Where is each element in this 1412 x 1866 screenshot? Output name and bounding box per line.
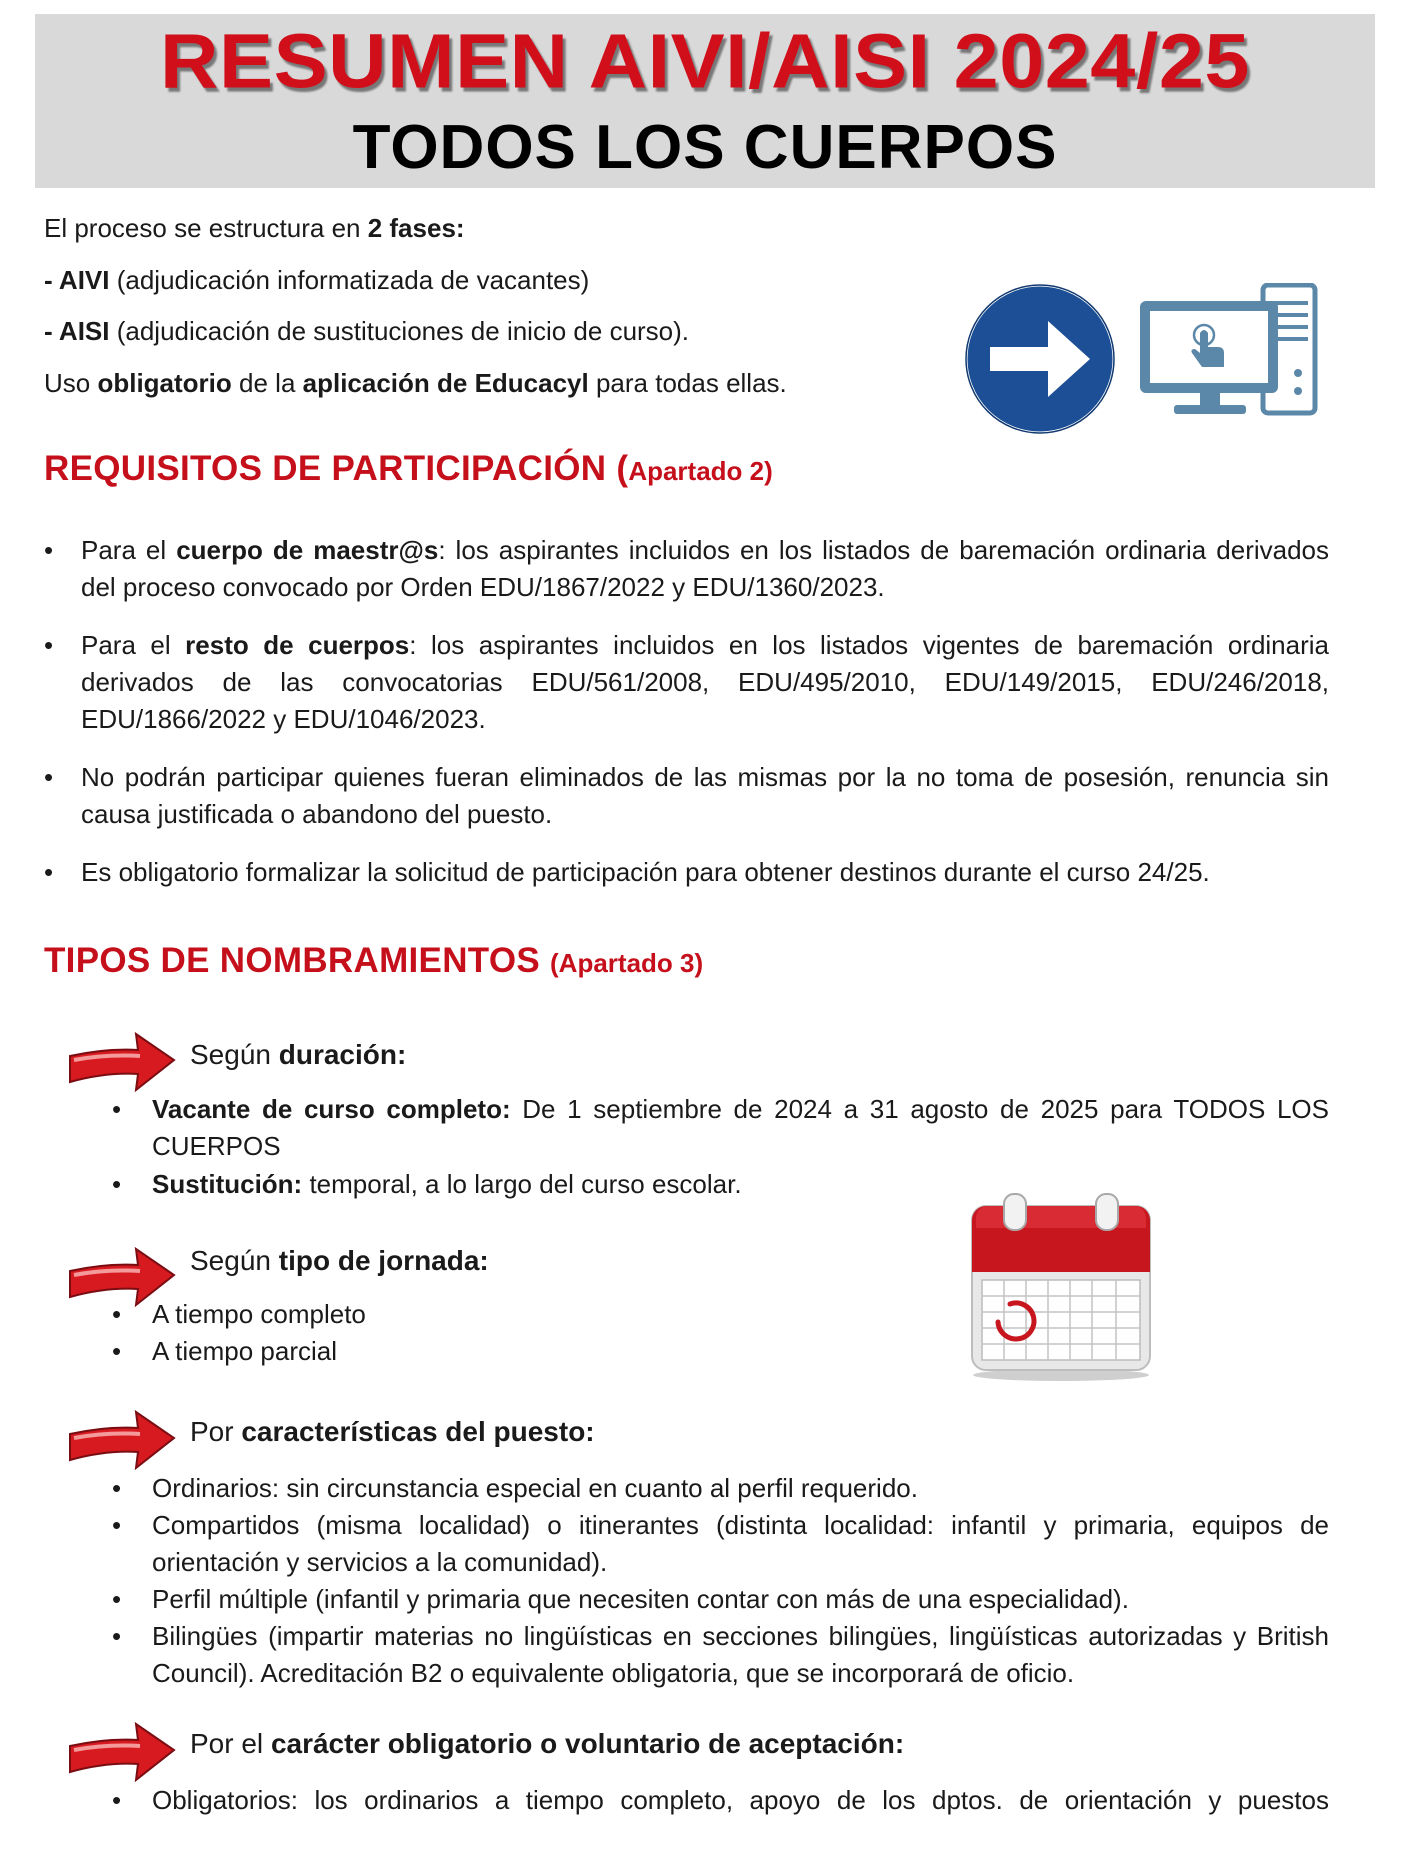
bullet-icon: • [44,535,54,565]
subheading-caracteristicas: Por características del puesto: [190,1416,595,1447]
section-heading-requisitos: REQUISITOS DE PARTICIPACIÓN (Apartado 2) [44,449,773,488]
document-title: RESUMEN AIVI/AISI 2024/25 [160,19,1250,105]
bullet-icon: • [112,1584,122,1614]
bullet-icon: • [44,630,54,660]
subheading-duracion: Según duración: [190,1039,407,1070]
intro-line-phases: El proceso se estructura en 2 fases: [44,213,465,243]
title-banner [35,14,1375,188]
list-item: • Ordinarios: sin circunstancia especial en cuanto al perfil requerido. [112,1470,1329,1507]
bullet-icon: • [112,1336,122,1366]
list-item: • Obligatorios: los ordinarios a tiempo completo, apoyo de los dptos. de orientación y puestos [112,1782,1329,1819]
document-subtitle: TODOS LOS CUERPOS [352,113,1058,182]
list-item: • Para el resto de cuerpos: los aspirantes incluidos en los listados vigentes de baremación ordinaria derivados de las convocatorias EDU/561/2008, EDU/495/2010, EDU/149/2015, EDU/246/2018, EDU/1866/2022 y EDU/1046/2023. [44,627,1329,738]
section-heading-tipos: TIPOS DE NOMBRAMIENTOS (Apartado 3) [44,941,704,980]
bullet-icon: • [112,1785,122,1815]
bullet-icon: • [44,857,54,887]
bullet-icon: • [112,1473,122,1503]
computer-touch-icon [1138,283,1320,418]
bullet-icon: • [112,1094,122,1124]
bullet-icon: • [44,762,54,792]
subheading-aceptacion: Por el carácter obligatorio o voluntario de aceptación: [190,1728,905,1759]
list-item: • Es obligatorio formalizar la solicitud de participación para obtener destinos durante el curso 24/25. [44,854,1329,891]
bullet-icon: • [112,1510,122,1540]
bullet-icon: • [112,1621,122,1651]
bullet-icon: • [112,1169,122,1199]
list-item: • Sustitución: temporal, a lo largo del curso escolar. [112,1166,1329,1203]
list-item: • Para el cuerpo de maestr@s: los aspirantes incluidos en los listados de baremación ordinaria derivados del proceso convocado por Orden EDU/1867/2022 y EDU/1360/2023. [44,532,1329,606]
red-arrow-icon [66,1030,178,1100]
intro-line-aivi: - AIVI (adjudicación informatizada de vacantes) [44,265,590,295]
subheading-jornada: Según tipo de jornada: [190,1245,489,1276]
list-item: • Vacante de curso completo: De 1 septiembre de 2024 a 31 agosto de 2025 para TODOS LOS CUERPOS [112,1091,1329,1165]
list-item: • Compartidos (misma localidad) o itinerantes (distinta localidad: infantil y primaria, equipos de orientación y servicios a la comunidad). [112,1507,1329,1581]
red-arrow-icon [66,1720,178,1790]
list-item: • A tiempo completo [112,1296,1329,1333]
intro-line-uso: Uso obligatorio de la aplicación de Educacyl para todas ellas. [44,368,787,398]
intro-line-aisi: - AISI (adjudicación de sustituciones de inicio de curso). [44,316,690,346]
bullet-icon: • [112,1299,122,1329]
list-item: • Bilingües (impartir materias no lingüísticas en secciones bilingües, lingüísticas autorizadas y British Council). Acreditación B2 o equivalente obligatoria, que se incorporará de oficio. [112,1618,1329,1692]
right-arrow-sign-icon [964,283,1116,435]
red-arrow-icon [66,1408,178,1478]
list-item: • Perfil múltiple (infantil y primaria que necesiten contar con más de una especialidad). [112,1581,1329,1618]
list-item: • No podrán participar quienes fueran eliminados de las mismas por la no toma de posesión, renuncia sin causa justificada o abandono del puesto. [44,759,1329,833]
list-item: • A tiempo parcial [112,1333,1329,1370]
